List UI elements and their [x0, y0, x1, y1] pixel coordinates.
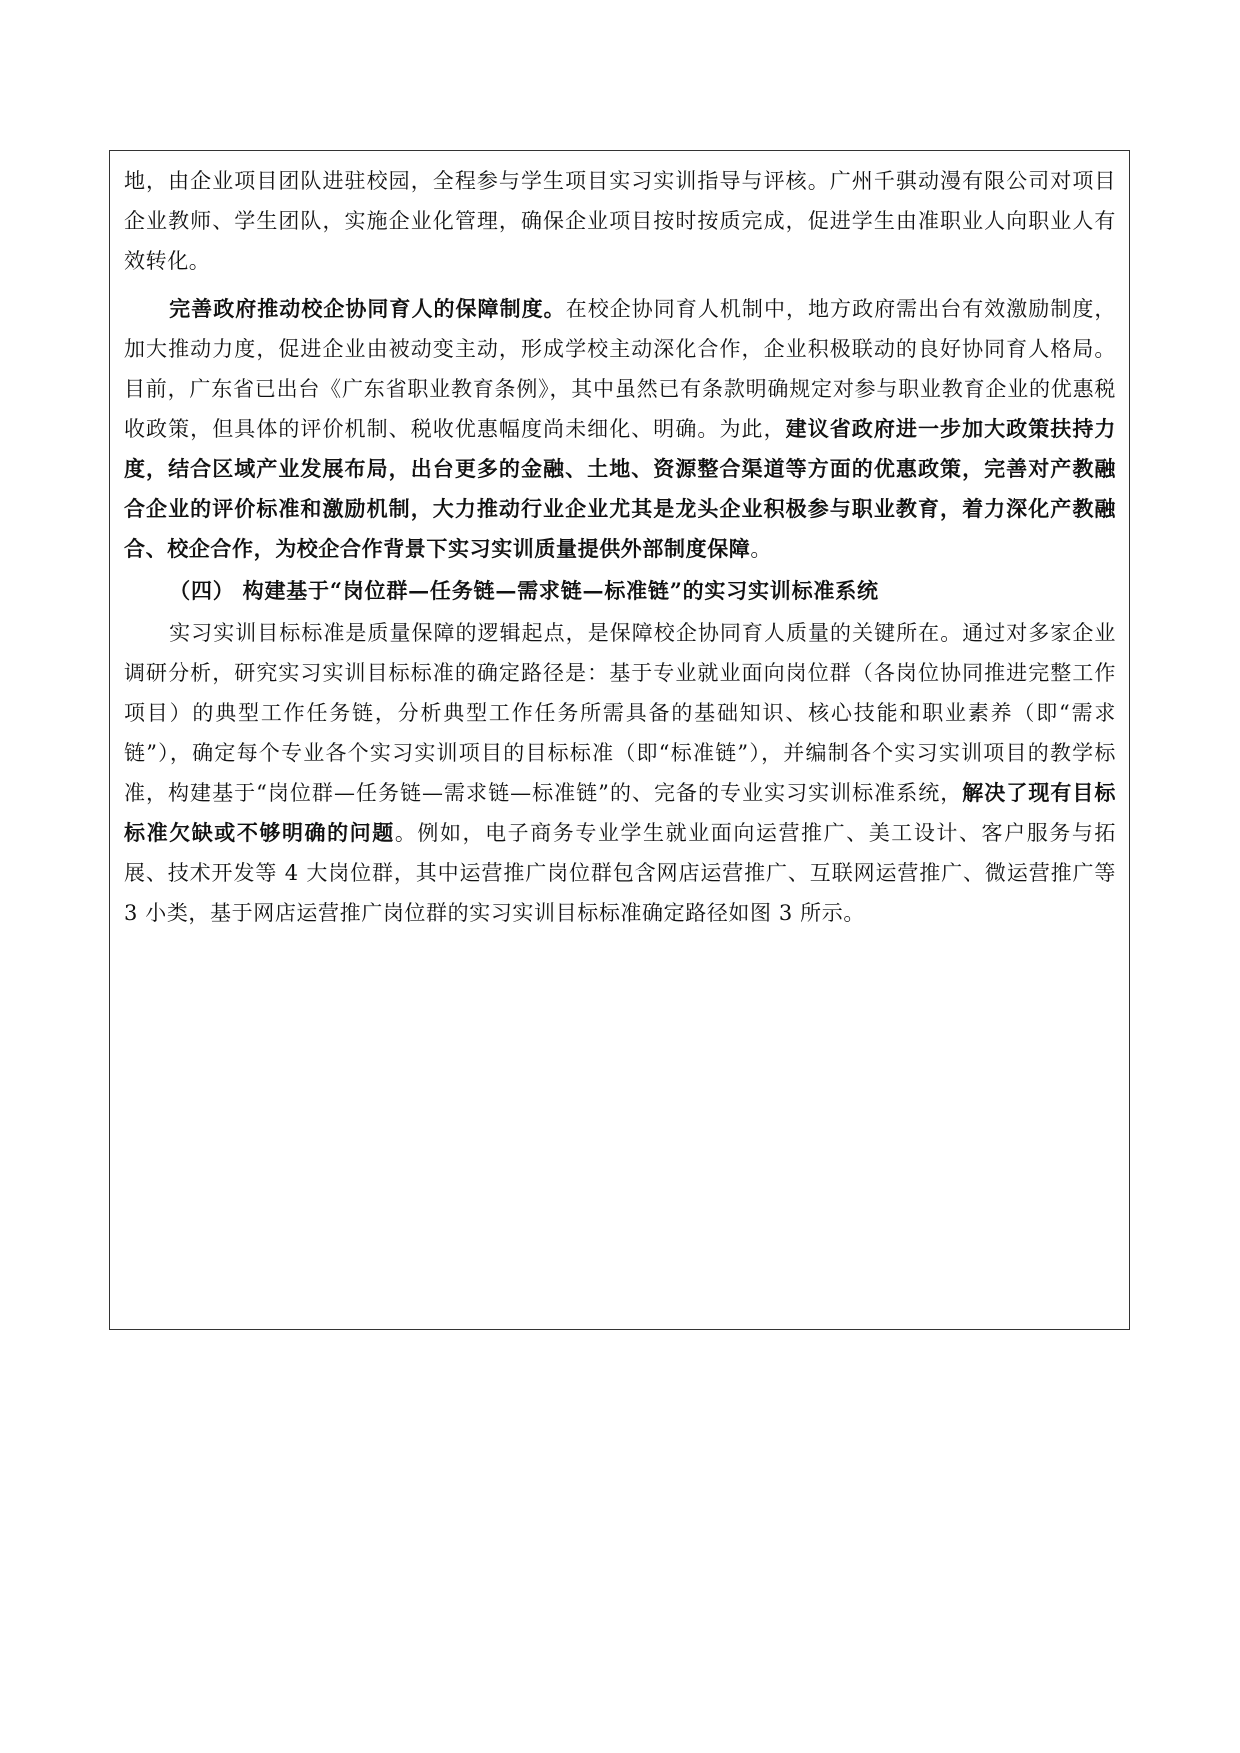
- paragraph-enterprise-project: [124, 161, 1116, 281]
- paragraph-recommendation-bold: 建议省政府进一步加大政策扶持力度，结合区域产业发展布局，出台更多的金融、土地、资源整合渠道等方面的优惠政策，完善对产教融合企业的评价标准和激励机制，大力推动行业企业尤其是龙头企业积极参与职业教育，着力深化产教融合、校企合作，为校企合作背景下实习实训质量提供外部制度保障: [124, 416, 1117, 561]
- paragraph-text: 实习实训目标标准是质量保障的逻辑起点，是保障校企协同育人质量的关键所在。通过对多家企业调研分析，研究实习实训目标标准的确定路径是：基于专业就业面向岗位群（各岗位协同推进完整工作项目）的典型工作任务链，分析典型工作任务所需具备的基础知识、核心技能和职业素养（即“需求链”），确定每个专业各个实习实训项目的目标标准（即“标准链”），并编制各个实习实训项目的教学标准，构建基于“岗位群—任务链—需求链—标准链”的、完备的专业实习实训标准系统，: [124, 621, 1116, 805]
- paragraph-text: 地，由企业项目团队进驻校园，全程参与学生项目实习实训指导与评核。广州千骐动漫有限公司对项目企业教师、学生团队，实施企业化管理，确保企业项目按时按质完成，促进学生由准职业人向职业人有效转化。: [124, 169, 1116, 273]
- document-body: [124, 161, 1116, 941]
- paragraph-lead-bold: 完善政府推动校企协同育人的保障制度。: [169, 296, 566, 321]
- section-heading: （四） 构建基于“岗位群—任务链—需求链—标准链”的实习实训标准系统: [169, 578, 879, 603]
- paragraph-standard-system: [124, 613, 1116, 933]
- paragraph-end-punctuation: 。: [750, 537, 773, 561]
- document-frame: [109, 150, 1130, 1330]
- paragraph-text: 在校企协同育人机制中，地方政府需出台有效激励制度，加大推动力度，促进企业由被动变主动，形成学校主动深化合作，企业积极联动的良好协同育人格局。目前，广东省已出台《广东省职业教育条例》，其中虽然已有条款明确规定对参与职业教育企业的优惠税收政策，但具体的评价机制、税收优惠幅度尚未细化、明确。为此，: [124, 297, 1116, 441]
- paragraph-conclusion-bold: 解决了现有目标标准欠缺或不够明确的问题: [124, 780, 1117, 845]
- paragraph-government-guarantee: [124, 289, 1116, 569]
- paragraph-text-tail: 。例如，电子商务专业学生就业面向运营推广、美工设计、客户服务与拓展、技术开发等 4 大岗位群，其中运营推广岗位群包含网店运营推广、互联网运营推广、微运营推广等 3 小类，基于网店运营推广岗位群的实习实训目标标准确定路径如图 3 所示。: [124, 821, 1116, 925]
